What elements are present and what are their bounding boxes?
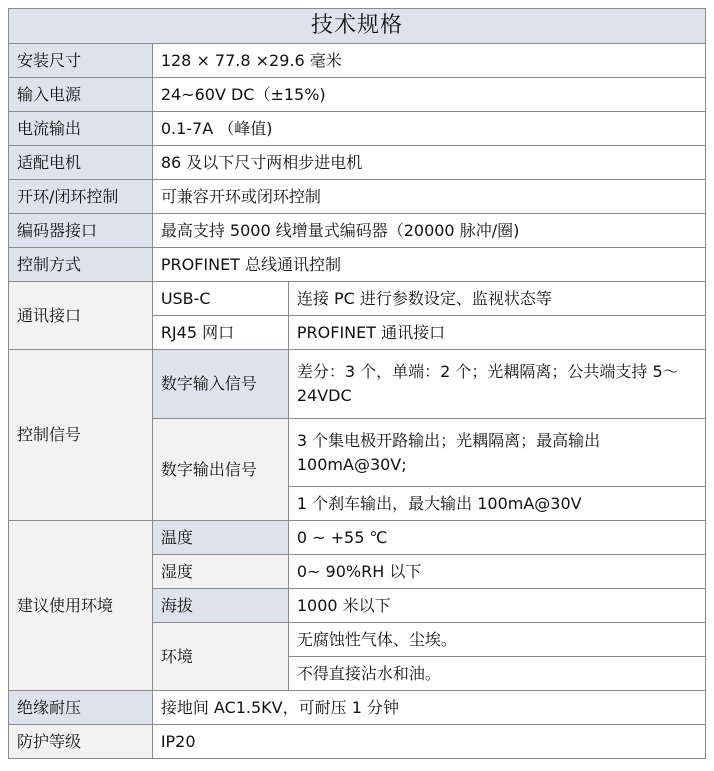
env-name-temperature: 温度 xyxy=(152,521,288,555)
table-row xyxy=(9,521,706,555)
env-value-altitude: 1000 米以下 xyxy=(288,589,705,623)
signal-value-digital-in: 差分：3 个，单端：2 个；光耦隔离；公共端支持 5～24VDC xyxy=(288,350,705,419)
row-label-control-mode: 控制方式 xyxy=(9,248,153,282)
table-row xyxy=(9,214,706,248)
row-value-motor: 86 及以下尺寸两相步进电机 xyxy=(152,146,705,180)
env-value-environment-2: 不得直接沾水和油。 xyxy=(288,657,705,691)
signal-name-digital-in: 数字输入信号 xyxy=(152,350,288,419)
row-value-install-size: 128 × 77.8 ×29.6 毫米 xyxy=(152,44,705,78)
row-value-input-power: 24~60V DC（±15%) xyxy=(152,78,705,112)
row-label-comm: 通讯接口 xyxy=(9,282,153,350)
table-row xyxy=(9,282,706,316)
table-row xyxy=(9,146,706,180)
row-label-signals: 控制信号 xyxy=(9,350,153,521)
row-label-install-size: 安装尺寸 xyxy=(9,44,153,78)
env-value-temperature: 0 ~ +55 ℃ xyxy=(288,521,705,555)
row-value-protection: IP20 xyxy=(152,725,705,759)
env-value-humidity: 0~ 90%RH 以下 xyxy=(288,555,705,589)
table-row xyxy=(9,350,706,419)
signal-value-digital-out-1: 3 个集电极开路输出；光耦隔离；最高输出 100mA@30V; xyxy=(288,419,705,487)
row-label-insulation: 绝缘耐压 xyxy=(9,691,153,725)
table-row xyxy=(9,691,706,725)
signal-value-digital-out-2: 1 个刹车输出，最大输出 100mA@30V xyxy=(288,487,705,521)
table-row xyxy=(9,180,706,214)
row-value-insulation: 接地间 AC1.5KV，可耐压 1 分钟 xyxy=(152,691,705,725)
table-row xyxy=(9,725,706,759)
row-value-current-output: 0.1-7A （峰值) xyxy=(152,112,705,146)
row-value-loop-control: 可兼容开环或闭环控制 xyxy=(152,180,705,214)
table-row xyxy=(9,78,706,112)
comm-value-usb: 连接 PC 进行参数设定、监视状态等 xyxy=(288,282,705,316)
comm-name-rj45: RJ45 网口 xyxy=(152,316,288,350)
comm-value-rj45: PROFINET 通讯接口 xyxy=(288,316,705,350)
env-value-environment-1: 无腐蚀性气体、尘埃。 xyxy=(288,623,705,657)
row-label-protection: 防护等级 xyxy=(9,725,153,759)
row-label-loop-control: 开环/闭环控制 xyxy=(9,180,153,214)
env-name-humidity: 湿度 xyxy=(152,555,288,589)
table-title: 技术规格 xyxy=(9,9,706,44)
row-label-motor: 适配电机 xyxy=(9,146,153,180)
row-label-encoder: 编码器接口 xyxy=(9,214,153,248)
row-label-env: 建议使用环境 xyxy=(9,521,153,691)
spec-table xyxy=(8,8,706,759)
row-value-control-mode: PROFINET 总线通讯控制 xyxy=(152,248,705,282)
signal-name-digital-out: 数字输出信号 xyxy=(152,419,288,521)
row-value-encoder: 最高支持 5000 线增量式编码器（20000 脉冲/圈) xyxy=(152,214,705,248)
table-row xyxy=(9,44,706,78)
row-label-input-power: 输入电源 xyxy=(9,78,153,112)
env-name-environment: 环境 xyxy=(152,623,288,691)
env-name-altitude: 海拔 xyxy=(152,589,288,623)
table-row xyxy=(9,248,706,282)
table-row xyxy=(9,112,706,146)
comm-name-usb: USB-C xyxy=(152,282,288,316)
row-label-current-output: 电流输出 xyxy=(9,112,153,146)
